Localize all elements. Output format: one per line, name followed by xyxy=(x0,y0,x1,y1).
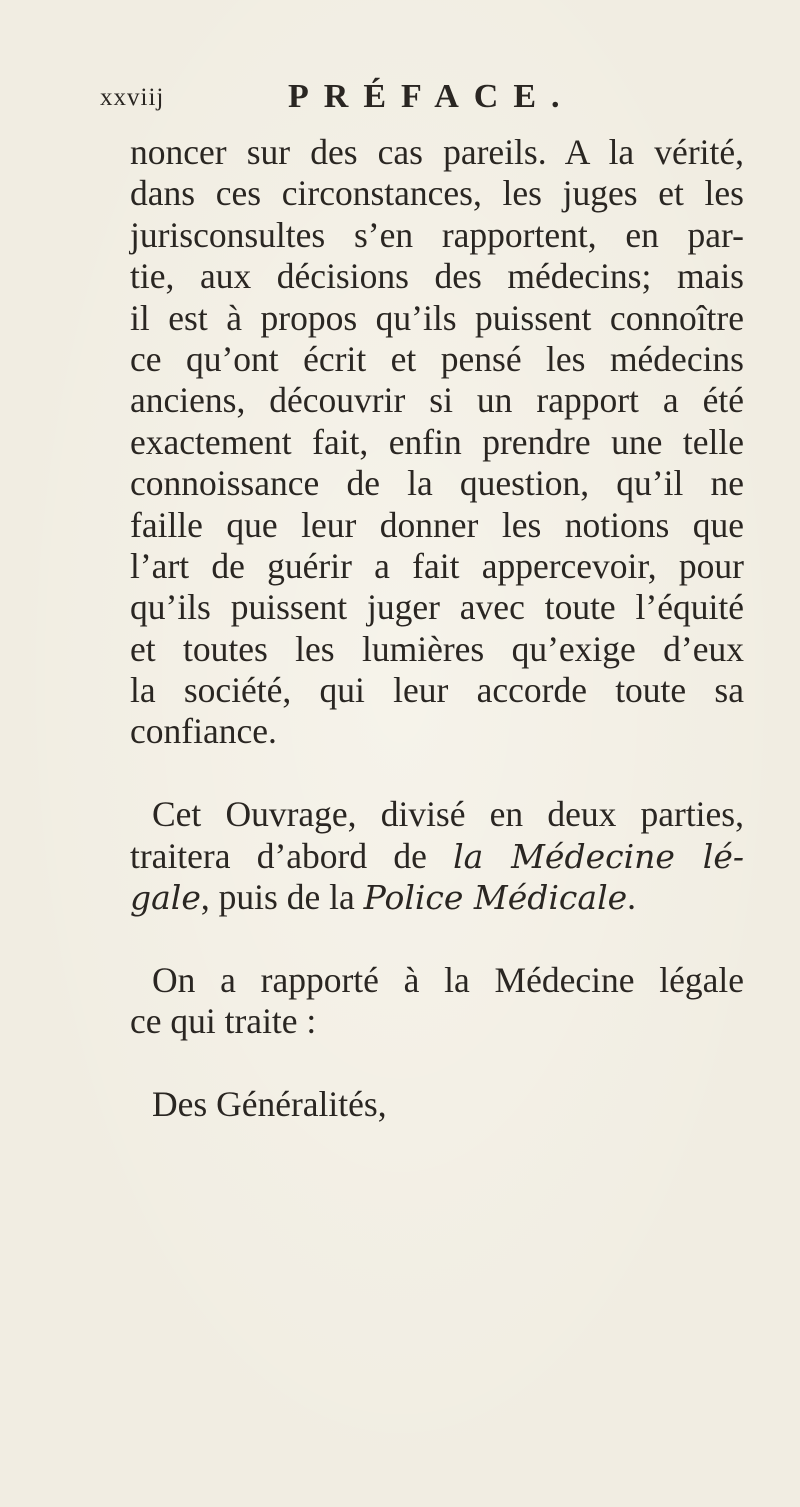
text-line: Cet Ouvrage, divisé en deux parties, xyxy=(152,794,744,835)
page-number: xxviij xyxy=(100,84,165,111)
text-run: traitera d’abord de xyxy=(130,835,454,876)
text-run: , puis de la xyxy=(200,877,364,918)
italic-title: la Médecine lé- xyxy=(453,836,744,876)
paragraph-gap xyxy=(130,1043,744,1084)
text-line: faille que leur donner les notions que xyxy=(130,504,744,545)
paragraph-gap xyxy=(130,918,744,959)
text-line xyxy=(130,877,744,918)
italic-title: gale xyxy=(130,878,201,918)
text-run: . xyxy=(627,877,637,918)
text-line: jurisconsultes s’en rapportent, en par- xyxy=(130,214,744,255)
text-line: la société, qui leur accorde toute sa xyxy=(130,670,744,711)
italic-title: Police Médicale xyxy=(363,878,628,918)
paragraph-gap xyxy=(130,753,744,794)
paragraph-3 xyxy=(130,960,744,1043)
text-line: noncer sur des cas pareils. A la vérité, xyxy=(130,132,744,172)
text-line: On a rapporté à la Médecine légale xyxy=(152,959,744,1000)
text-line: qu’ils puissent juger avec toute l’équité xyxy=(130,587,744,628)
text-line xyxy=(130,836,744,877)
text-line: tie, aux décisions des médecins; mais xyxy=(130,256,744,297)
text-line: exactement fait, enfin prendre une telle xyxy=(130,421,744,462)
text-line: Des Généralités, xyxy=(152,1083,387,1124)
text-line: l’art de guérir a fait appercevoir, pour xyxy=(130,545,744,586)
text-line: ce qu’ont écrit et pensé les médecins xyxy=(130,338,744,379)
text-line: connoissance de la question, qu’il ne xyxy=(130,463,744,504)
text-line: ce qui traite : xyxy=(130,1001,317,1042)
paragraph-4 xyxy=(130,1084,744,1125)
paragraph-2 xyxy=(130,794,744,918)
text-line: dans ces circonstances, les juges et les xyxy=(130,173,744,214)
paragraph-1 xyxy=(130,132,744,753)
text-line: confiance. xyxy=(130,711,277,752)
running-title: PRÉFACE. xyxy=(288,78,575,115)
text-line: il est à propos qu’ils puissent connoître xyxy=(130,297,744,338)
running-head xyxy=(100,78,700,128)
text-line: et toutes les lumières qu’exige d’eux xyxy=(130,628,744,669)
body-text xyxy=(130,132,744,1125)
text-line: anciens, découvrir si un rapport a été xyxy=(130,380,744,421)
